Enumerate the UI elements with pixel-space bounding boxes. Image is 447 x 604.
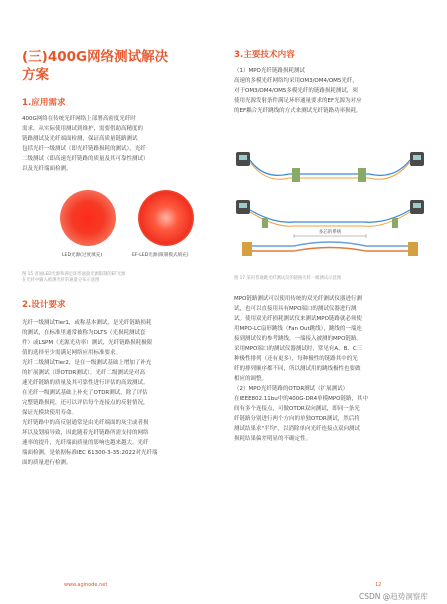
mpo-connector-right — [408, 242, 418, 256]
sec1-line: 二级测试（即高速光纤链路的质量及其可靠性测试） — [22, 156, 149, 162]
design-section — [22, 298, 217, 468]
text-line: 种极性排列（还有更多），每种极性的链路其中的光 — [234, 356, 358, 362]
text-line: 的EF耦合光纤跳线的方式来测试光纤链路功率损耗。 — [234, 108, 362, 114]
caption-line: 图 17 采用普通跳光纤测试仪的链路光纤一级测试示意图 — [234, 276, 342, 281]
text-line: 的扩展测试（即OTDR测试），光纤二级测试是对高 — [22, 370, 145, 376]
section-title-design: 2.设计要求 — [22, 300, 66, 310]
sec1-line: 包括光纤一级测试（即光纤链路损耗的测试），光纤 — [22, 146, 146, 152]
text-line: 件）或LSPM（光源光功率）测试，光纤链路损耗极限 — [22, 340, 153, 346]
mpo-test-section — [234, 294, 426, 444]
sec1-line: 以及光纤端面检测。 — [22, 166, 72, 172]
text-line: 试。使用双光纤损耗测试仪来测试MPO链路就必须使 — [234, 316, 362, 322]
ef-led-source-circle — [138, 190, 194, 246]
diagram-label: 多芯的系统 — [318, 230, 342, 235]
subsection-otdr: （2）MPO光纤链路的OTDR测试（扩展测试） — [234, 386, 349, 392]
text-line: 在IEEE802.11bu中的400G-DR4单模MPO链路，其中 — [234, 396, 368, 402]
text-line: 接到测试仪的参考跳线，一端接入被测的MPO链路。 — [234, 336, 362, 342]
text-line: 相应的调整。 — [234, 376, 268, 382]
section-title-application: 1.应用需求 — [22, 98, 66, 108]
text-line: 坏以及划痕导致，因此随着光纤链路所需支持的网络 — [22, 430, 149, 436]
connector-top-left — [292, 168, 300, 182]
left-column — [22, 48, 217, 174]
figure15-caption — [22, 272, 217, 284]
text-line: 测试结果求"平均"，以消除单向光纤连接点双向测试 — [234, 426, 361, 432]
text-line: 纤的排列顺序都不同，所以测试用的跳线极性也要做 — [234, 366, 361, 372]
text-line: 在光纤一级测试基础上补充了OTDR测试，除了评估 — [22, 390, 148, 396]
text-line: 端面检测，是依据标准IEC 61300-3-35:2022对光纤端 — [22, 450, 158, 456]
text-line: 光纤链路中的高反射通常是由光纤端面的灰尘或者损 — [22, 420, 149, 426]
sec1-line: 需求，从实际使用测试到维护，需要借助高精度的 — [22, 126, 144, 132]
subsection-mpo-loss: （1）MPO光纤链路损耗测试 — [234, 68, 305, 74]
main-title — [22, 48, 217, 84]
design-text — [22, 318, 217, 468]
text-line: 采用MPO端口的测试仪器测试时，常见有A、B、C三 — [234, 346, 363, 352]
text-line: 的测试，在标准里通常被称为OLTS（光损耗测试套 — [22, 330, 146, 336]
page-number: 12 — [375, 582, 382, 588]
text-line: 光纤一级测试Tier1，或称基本测试，是光纤链路损耗 — [22, 320, 152, 326]
text-line: 纤链路分别进行两个方向的单独OTDR测试，然后将 — [234, 416, 360, 422]
ef-led-source-label: EF-LED光源(限制模式填充) — [132, 253, 189, 258]
text-line: 完整链路损耗，还可以评估每个连接点的反射情况， — [22, 400, 149, 406]
text-line: 使用光源发射条件满足环形通量要求的EF光源为对应 — [234, 98, 362, 104]
sec1-line: 400G网络在传统光纤网络上部署高密度光纤时 — [22, 116, 136, 122]
text-line: MPO链路测试可以使用传统的双光纤测试仪器进行测 — [234, 296, 362, 302]
figure17-caption — [234, 276, 426, 282]
caption-line: 在光纤中输入被测光纤的通量分布示意图 — [22, 278, 100, 283]
footer-url[interactable]: www.aginode.net — [64, 582, 108, 588]
text-line: 损耗结果偏差明显的不确定性。 — [234, 436, 312, 442]
led-source-label: LED光源(过度填充) — [62, 253, 103, 258]
fiber-top — [250, 160, 410, 175]
text-line: 面的质量进行检测。 — [22, 460, 72, 466]
mpo-test-diagram — [234, 150, 426, 270]
mpo-loss-text — [234, 76, 426, 116]
text-line: 光纤二级测试Tier2，是在一级测试基础上增加了补充 — [22, 360, 152, 366]
light-source-figure — [22, 190, 217, 265]
text-line: 保证光模块使用寿命。 — [22, 410, 78, 416]
mpo-connector-left — [242, 242, 252, 256]
watermark: CSDN @趋势洞察库 — [359, 592, 428, 601]
main-title-line2: 方案 — [22, 67, 49, 83]
led-source-circle — [60, 190, 116, 246]
sec1-line: 链路测试及光纤端面检测，保证高质量链路测试 — [22, 136, 138, 142]
text-line: 对于OM3/OM4/OM5多模光纤的链路损耗测试，须 — [234, 88, 358, 94]
caption-line: 图 15 普通LED光源和满足环形通量光源限制的EF光源 — [22, 272, 126, 277]
text-line: 试，也可以直接用具有MPO端口的测试仪器进行测 — [234, 306, 357, 312]
text-line: 速率的提升，光纤端面质量的影响也越来越大。光纤 — [22, 440, 149, 446]
otdr-text — [234, 394, 426, 444]
connector-top-right — [358, 168, 366, 182]
text-line: 值的选择至少需满足网络应用标准要求。 — [22, 350, 122, 356]
text-line: 用MPO-LC扇形跳线（Fan Out跳线），跳线的一端连 — [234, 326, 362, 332]
mpo-test-text — [234, 294, 426, 384]
text-line: 间有多个连接点，可做OTDR双向测试，即同一条光 — [234, 406, 360, 412]
text-line: 高速的多模光纤网络均采用OM3/OM4/OM5光纤， — [234, 78, 358, 84]
main-title-line1: (三)400G网络测试解决 — [22, 49, 169, 65]
text-line: 速光纤链路的质量及其可靠性进行评估的高效测试。 — [22, 380, 149, 386]
right-column — [234, 48, 426, 116]
section-title-tech: 3.主要技术内容 — [234, 50, 295, 60]
